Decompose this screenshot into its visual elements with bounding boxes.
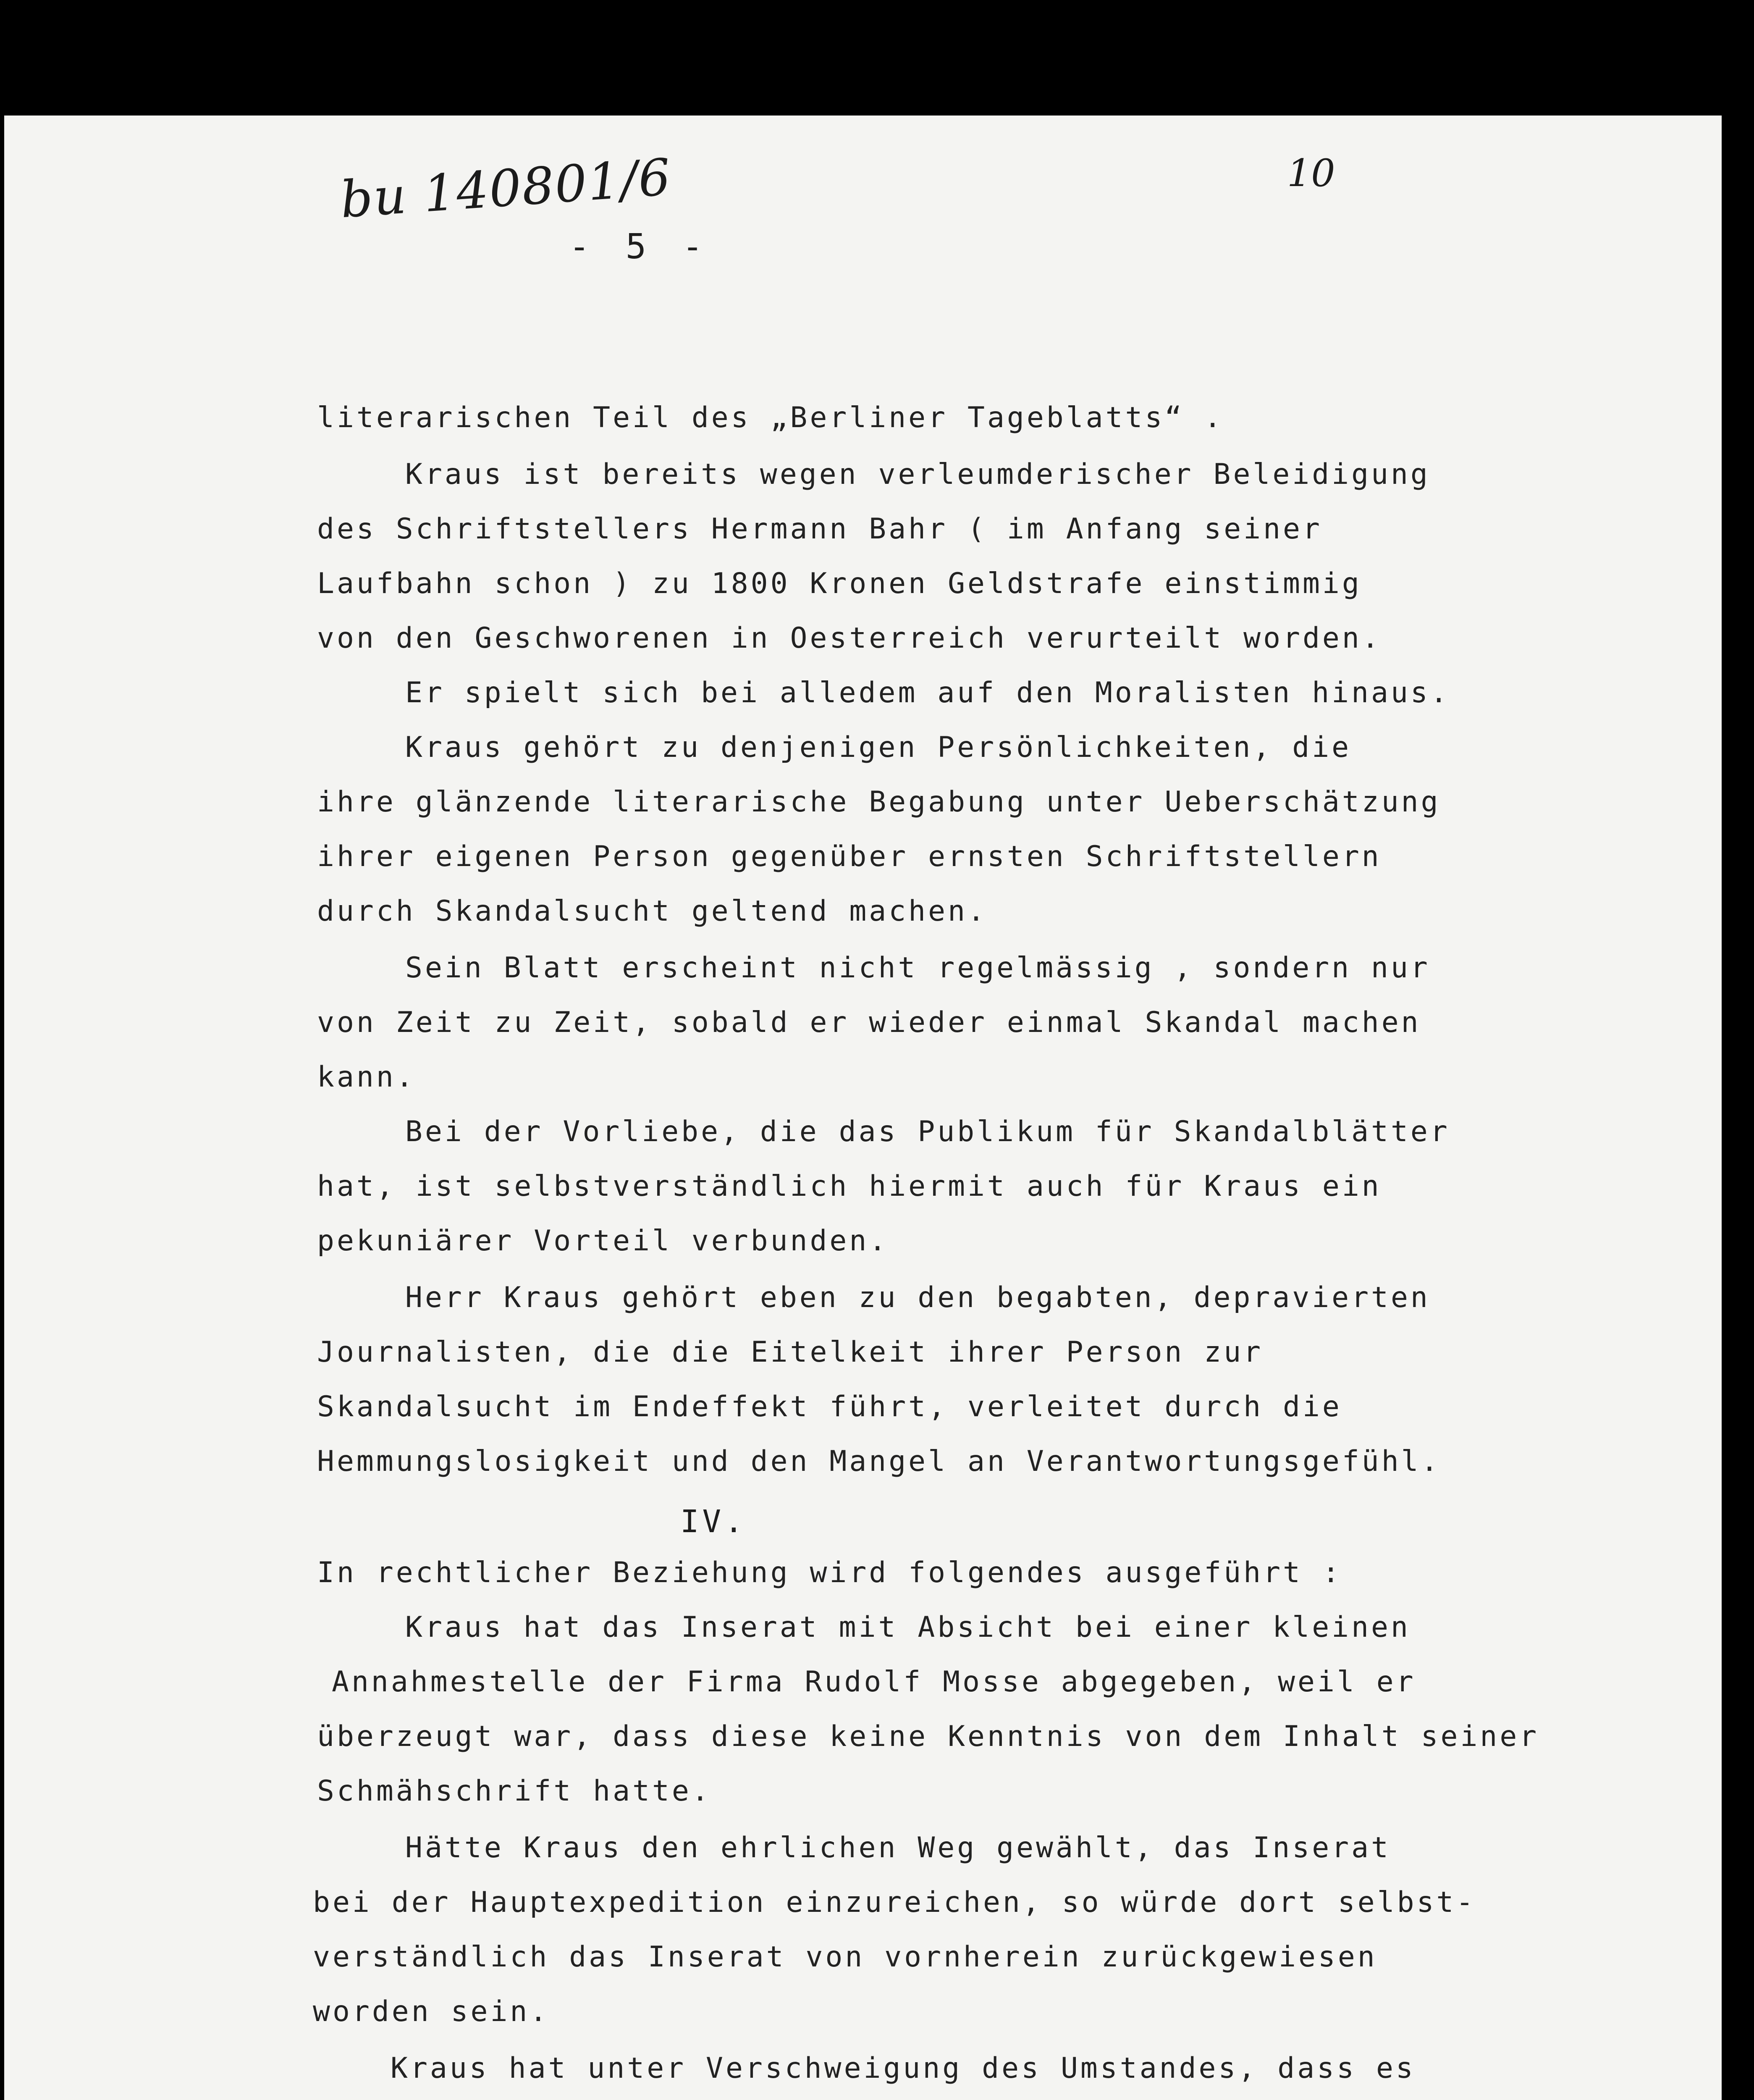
text-line: literarischen Teil des „Berliner Tageblatts“ . — [317, 401, 1224, 434]
handwritten-page-note: 10 — [1287, 151, 1335, 195]
text-line: Kraus gehört zu denjenigen Persönlichkeiten, die — [405, 731, 1352, 764]
text-line: hat, ist selbstverständlich hiermit auch für Kraus ein — [317, 1170, 1382, 1203]
text-line: Er spielt sich bei alledem auf den Moralisten hinaus. — [405, 676, 1450, 709]
text-line: Skandalsucht im Endeffekt führt, verleitet durch die — [317, 1390, 1342, 1423]
text-line: Herr Kraus gehört eben zu den begabten, depravierten — [405, 1281, 1430, 1314]
section-heading-iv: IV. — [680, 1504, 747, 1540]
text-line: Bei der Vorliebe, die das Publikum für Skandalblätter — [405, 1115, 1450, 1148]
text-line: kann. — [317, 1060, 416, 1094]
text-line: bei der Hauptexpedition einzureichen, so würde dort selbst- — [313, 1886, 1476, 1919]
text-line: worden sein. — [313, 1995, 550, 2028]
text-line: Kraus hat das Inserat mit Absicht bei einer kleinen — [405, 1611, 1411, 1644]
text-line: des Schriftstellers Hermann Bahr ( im Anfang seiner — [317, 512, 1322, 546]
text-line: verständlich das Inserat von vornherein zurückgewiesen — [313, 1940, 1377, 1974]
text-line: Kraus hat unter Verschweigung des Umstandes, dass es — [391, 2052, 1416, 2085]
text-line: Laufbahn schon ) zu 1800 Kronen Geldstrafe einstimmig — [317, 567, 1362, 600]
handwritten-archive-signature: bu 140801/6 — [338, 148, 673, 230]
text-line: ihrer eigenen Person gegenüber ernsten Schriftstellern — [317, 840, 1382, 873]
text-line: Kraus ist bereits wegen verleumderischer Beleidigung — [405, 458, 1430, 491]
text-line: Hemmungslosigkeit und den Mangel an Verantwortungsgefühl. — [317, 1445, 1441, 1478]
text-line: überzeugt war, dass diese keine Kenntnis von dem Inhalt seiner — [317, 1720, 1539, 1753]
text-line: pekuniärer Vorteil verbunden. — [317, 1224, 889, 1257]
text-line: Journalisten, die die Eitelkeit ihrer Person zur — [317, 1336, 1264, 1369]
text-line: durch Skandalsucht geltend machen. — [317, 895, 987, 928]
text-line: In rechtlicher Beziehung wird folgendes ausgeführt : — [317, 1556, 1342, 1589]
text-line: Schmähschrift hatte. — [317, 1774, 711, 1808]
text-line: Hätte Kraus den ehrlichen Weg gewählt, das Inserat — [405, 1831, 1391, 1864]
text-line: Sein Blatt erscheint nicht regelmässig , sondern nur — [405, 951, 1430, 984]
text-line: Annahmestelle der Firma Rudolf Mosse abgegeben, weil er — [332, 1665, 1416, 1698]
text-line: von Zeit zu Zeit, sobald er wieder einmal Skandal machen — [317, 1006, 1421, 1039]
page-number: - 5 - — [569, 227, 711, 267]
text-line: ihre glänzende literarische Begabung unter Ueberschätzung — [317, 785, 1441, 819]
text-line: von den Geschworenen in Oesterreich verurteilt worden. — [317, 622, 1382, 655]
document-page — [4, 116, 1722, 2100]
